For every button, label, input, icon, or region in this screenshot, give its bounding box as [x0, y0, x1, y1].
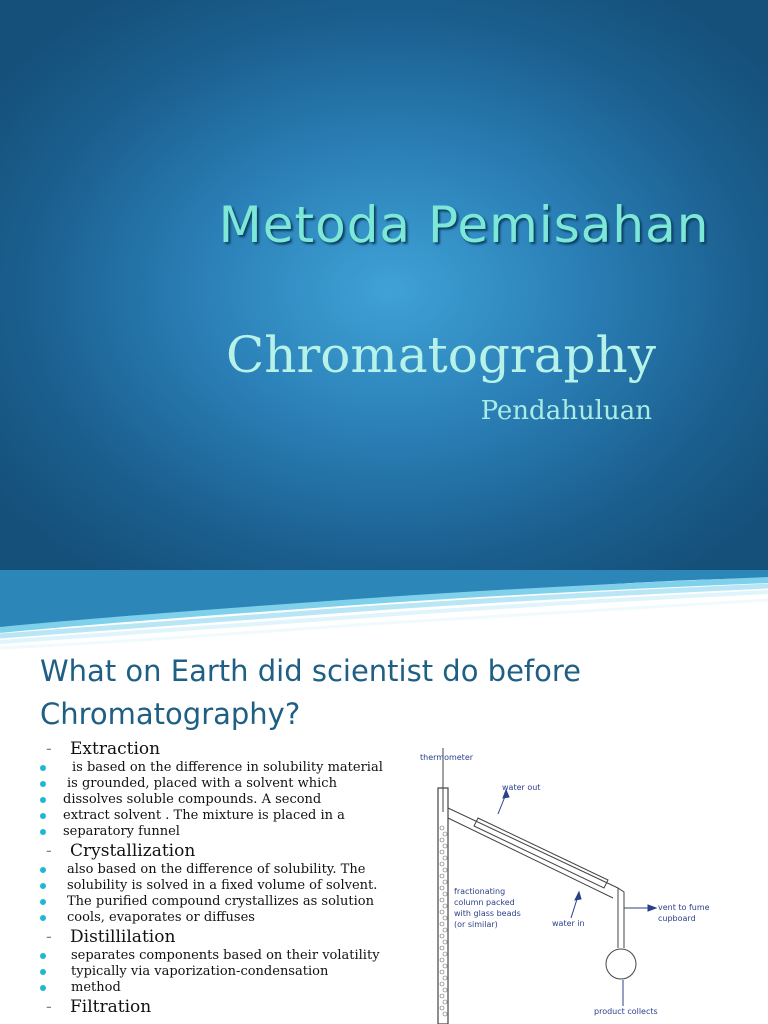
- bullet-item: [40, 980, 430, 996]
- bullet-item: [40, 792, 430, 808]
- adapter: [618, 888, 624, 948]
- bullet-text: is grounded, placed with a solvent which: [67, 776, 337, 791]
- section-title: Filtration: [70, 997, 152, 1017]
- bullet-item: [40, 964, 430, 980]
- bullet-text: The purified compound crystallizes as solution: [67, 894, 375, 909]
- bullet-item: [40, 878, 430, 894]
- bullet-icon: [40, 985, 46, 991]
- bullet-item: [40, 862, 430, 878]
- bullet-icon: [40, 969, 46, 975]
- bullet-item: [40, 894, 430, 910]
- bullet-icon: [40, 813, 46, 819]
- bullet-text: separates components based on their volatility: [71, 948, 380, 963]
- bullet-icon: [40, 797, 46, 803]
- heading-line-1: What on Earth did scientist do before: [40, 654, 581, 688]
- section-title: Extraction: [70, 739, 161, 759]
- section-heading: [40, 996, 430, 1018]
- slide-heading: [40, 650, 740, 736]
- label-column-2: column packed: [454, 898, 515, 907]
- bullet-text: solubility is solved in a fixed volume of solvent.: [67, 878, 378, 893]
- label-vent-1: vent to fume: [658, 903, 710, 912]
- slide-subtitle: Chromatography: [225, 326, 656, 384]
- receiver-flask: [606, 949, 636, 979]
- bullet-text: is based on the difference in solubility material: [72, 760, 383, 775]
- dash-marker: -: [46, 997, 52, 1017]
- bullet-text: typically via vaporization-condensation: [71, 964, 329, 979]
- section-heading: [40, 926, 430, 948]
- glass-beads: [440, 826, 447, 1016]
- bullet-icon: [40, 883, 46, 889]
- dash-marker: -: [46, 739, 52, 759]
- bullet-text: cools, evaporates or diffuses: [67, 910, 255, 925]
- bullet-item: [40, 948, 430, 964]
- bullet-item: [40, 824, 430, 840]
- bullet-icon: [40, 829, 46, 835]
- label-column-4: (or similar): [454, 920, 498, 929]
- section-heading: [40, 738, 430, 760]
- bullet-item: [40, 760, 430, 776]
- dash-marker: -: [46, 927, 52, 947]
- bullet-text: dissolves soluble compounds. A second: [63, 792, 322, 807]
- label-water-out: water out: [502, 783, 541, 792]
- bullet-text: extract solvent . The mixture is placed in a: [63, 808, 345, 823]
- bullet-content: [40, 738, 430, 1018]
- bullet-icon: [40, 915, 46, 921]
- wave-decoration: [0, 570, 768, 650]
- label-product: product collects: [594, 1007, 658, 1016]
- bullet-icon: [40, 765, 46, 771]
- section-heading: [40, 840, 430, 862]
- bullet-text: method: [71, 980, 121, 995]
- label-column-3: with glass beads: [454, 909, 521, 918]
- bullet-item: [40, 910, 430, 926]
- bullet-text: also based on the difference of solubility. The: [67, 862, 366, 877]
- bullet-text: separatory funnel: [63, 824, 180, 839]
- section-title: Crystallization: [70, 841, 196, 861]
- bullet-icon: [40, 781, 46, 787]
- label-column-1: fractionating: [454, 887, 506, 896]
- bullet-item: [40, 808, 430, 824]
- dash-marker: -: [46, 841, 52, 861]
- bullet-icon: [40, 899, 46, 905]
- slide-title: Metoda Pemisahan: [218, 196, 710, 254]
- label-vent-2: cupboard: [658, 914, 696, 923]
- slide-subsubtitle: Pendahuluan: [480, 396, 652, 426]
- label-thermometer: thermometer: [420, 753, 474, 762]
- bullet-icon: [40, 867, 46, 873]
- bullet-item: [40, 776, 430, 792]
- heading-line-2: Chromatography?: [40, 697, 301, 731]
- label-water-in: water in: [552, 919, 585, 928]
- bullet-icon: [40, 953, 46, 959]
- section-title: Distillilation: [70, 927, 176, 947]
- distillation-diagram: [418, 748, 738, 1024]
